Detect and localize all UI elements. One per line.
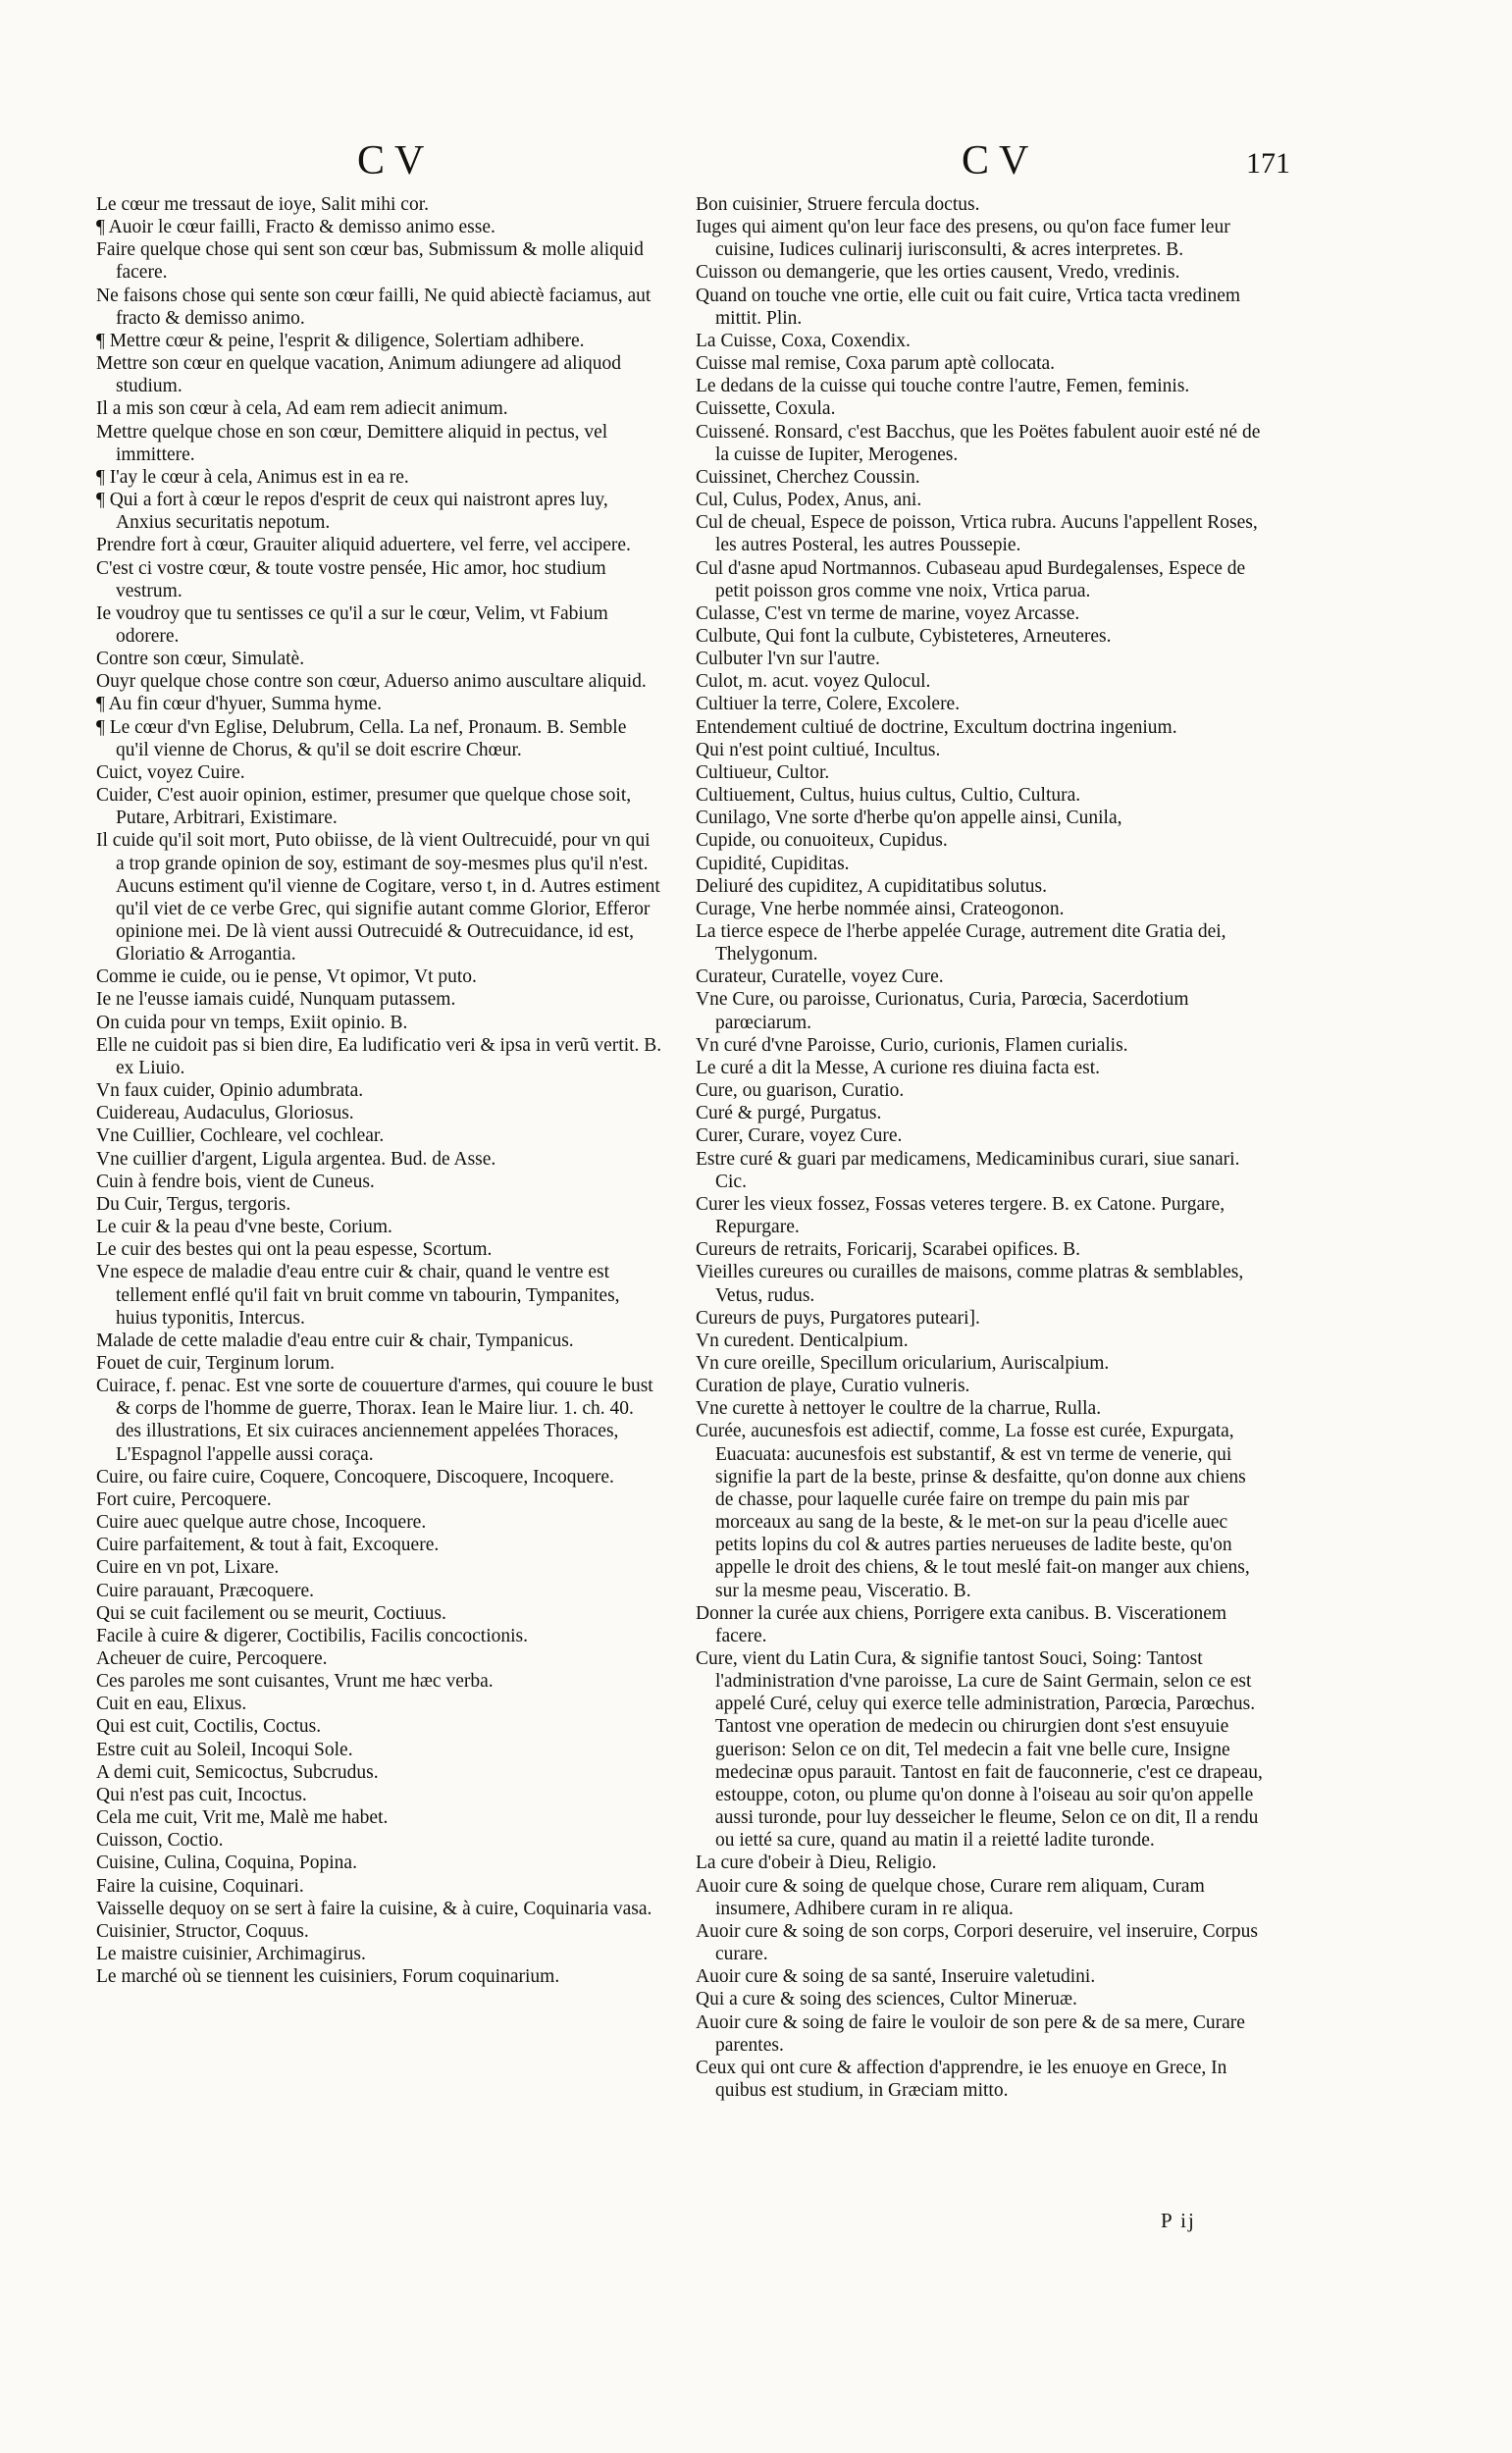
dictionary-entry: Cuissinet, Cherchez Coussin. [696,466,920,488]
dictionary-entry: Vne cuillier d'argent, Ligula argentea. Bud. de Asse. [96,1148,496,1170]
dictionary-entry: Du Cuir, Tergus, tergoris. [96,1193,291,1215]
dictionary-entry: Vne Cure, ou paroisse, Curionatus, Curia, Parœcia, Sacerdotium parœciarum. [696,989,1189,1033]
dictionary-entry: Auoir cure & soing de faire le vouloir de son pere & de sa mere, Curare parentes. [696,2011,1245,2056]
dictionary-entry: Cureurs de retraits, Foricarij, Scarabei opifices. B. [696,1239,1081,1261]
dictionary-entry: Cuisson, Coctio. [96,1830,224,1852]
dictionary-entry: Acheuer de cuire, Percoquere. [96,1648,328,1669]
dictionary-entry: Ne faisons chose qui sente son cœur failli, Ne quid abiectè faciamus, aut fracto & demisso animo. [96,285,652,329]
dictionary-entry: Ceux qui ont cure & affection d'apprendre, ie les enuoye en Grece, In quibus est studium, in Græciam mitto. [696,2057,1227,2101]
dictionary-entry: Qui n'est point cultiué, Incultus. [696,739,941,760]
dictionary-entry: C'est ci vostre cœur, & toute vostre pensée, Hic amor, hoc studium vestrum. [96,557,606,601]
dictionary-entry: Cultiuer la terre, Colere, Excolere. [696,694,961,715]
dictionary-entry: Le marché où se tiennent les cuisiniers, Forum coquinarium. [96,1966,560,1988]
dictionary-entry: Cuissené. Ronsard, c'est Bacchus, que les Poëtes fabulent auoir esté né de la cuisse de Iupiter, Merogenes. [696,421,1261,465]
dictionary-entry: Quand on touche vne ortie, elle cuit ou fait cuire, Vrtica tacta vredinem mittit. Plin. [696,285,1241,329]
dictionary-entry: Qui a cure & soing des sciences, Cultor Mineruæ. [696,1989,1077,2010]
signature-mark: P ij [1161,2209,1196,2232]
dictionary-entry: ¶ Auoir le cœur failli, Fracto & demisso animo esse. [96,217,495,238]
dictionary-entry: Malade de cette maladie d'eau entre cuir & chair, Tympanicus. [96,1330,574,1351]
dictionary-entry: Curateur, Curatelle, voyez Cure. [696,966,944,988]
dictionary-entry: Auoir cure & soing de son corps, Corpori deseruire, vel inseruire, Corpus curare. [696,1920,1258,1965]
dictionary-entry: Il cuide qu'il soit mort, Puto obiisse, de là vient Oultrecuidé, pour vn qui a trop grande opinion de soy, estimant de soy-mesmes plus qu'il n'est. Aucuns estiment qu'il vienne de Cogitare, verso t, in d. Autres estiment qu'il viet de ce verbe Grec, qui signifie autant comme Glorior, Efferor opinione mei. De là vient aussi Outrecuidé & Outrecuidance, id est, Gloriatio & Arrogantia. [96,830,660,966]
dictionary-entry: Iuges qui aiment qu'on leur face des presens, ou qu'on face fumer leur cuisine, Iudices culinarij iurisconsulti, & acres interpretes. B. [696,217,1230,261]
dictionary-entry: Elle ne cuidoit pas si bien dire, Ea ludificatio veri & ipsa in verũ vertit. B. ex Liuio. [96,1034,662,1078]
dictionary-entry: Curée, aucunesfois est adiectif, comme, La fosse est curée, Expurgata, Euacuata: aucunesfois est substantif, & est vn terme de venerie, qui signifie la part de la beste, prinse & desfaitte, qu'on donne aux chiens de chasse, pour laquelle curée faire on trempe du pain mis par morceaux au sang de la beste, & le met-on sur la peau d'icelle auec petits lopins du col & autres parties nerueuses de ladite beste, qu'on appelle le droit des chiens, & le tout meslé fait-on manger aux chiens, sur la mesme peau, Visceratio. B. [696,1421,1250,1601]
page-number: 171 [1246,147,1290,180]
dictionary-entry: Cuire parfaitement, & tout à fait, Excoquere. [96,1535,440,1556]
dictionary-entry: Le cœur me tressaut de ioye, Salit mihi cor. [96,194,429,215]
dictionary-entry: Comme ie cuide, ou ie pense, Vt opimor, Vt puto. [96,966,477,988]
dictionary-entry: Curer les vieux fossez, Fossas veteres tergere. B. ex Catone. Purgare, Repurgare. [696,1193,1225,1238]
dictionary-entry: Curation de playe, Curatio vulneris. [696,1376,970,1397]
dictionary-entry: A demi cuit, Semicoctus, Subcrudus. [96,1761,379,1783]
dictionary-entry: Culbuter l'vn sur l'autre. [696,649,880,670]
dictionary-entry: Curage, Vne herbe nommée ainsi, Crateogonon. [696,898,1065,919]
dictionary-entry: Faire la cuisine, Coquinari. [96,1875,304,1897]
dictionary-entry: Auoir cure & soing de quelque chose, Curare rem aliquam, Curam insumere, Adhibere curam in re aliqua. [696,1875,1205,1919]
dictionary-entry: Le cuir & la peau d'vne beste, Corium. [96,1217,392,1238]
dictionary-entry: Cuire parauant, Præcoquere. [96,1580,315,1601]
dictionary-entry: Entendement cultiué de doctrine, Excultum doctrina ingenium. [696,716,1177,738]
dictionary-entry: Vne espece de maladie d'eau entre cuir & chair, quand le ventre est tellement enflé qu'il fait vn bruit comme vn tabourin, Tympanites, huius typonitis, Intercus. [96,1262,620,1329]
dictionary-entry: Le curé a dit la Messe, A curione res diuina facta est. [696,1057,1101,1078]
dictionary-entry: ¶ I'ay le cœur à cela, Animus est in ea re. [96,466,409,488]
dictionary-entry: Vn faux cuider, Opinio adumbrata. [96,1080,364,1102]
dictionary-entry: Cuict, voyez Cuire. [96,761,245,783]
dictionary-entry: Contre son cœur, Simulatè. [96,649,305,670]
dictionary-entry: Cuin à fendre bois, vient de Cuneus. [96,1171,375,1192]
dictionary-entry: Cuit en eau, Elixus. [96,1694,247,1715]
dictionary-entry: Cul de cheual, Espece de poisson, Vrtica rubra. Aucuns l'appellent Roses, les autres Posteral, les autres Poussepie. [696,512,1258,556]
dictionary-entry: Vn cure oreille, Specillum oricularium, Auriscalpium. [696,1352,1110,1374]
dictionary-entry: Deliuré des cupiditez, A cupiditatibus solutus. [696,875,1047,897]
dictionary-entry: Qui n'est pas cuit, Incoctus. [96,1784,307,1805]
dictionary-entry: Vne Cuillier, Cochleare, vel cochlear. [96,1125,385,1147]
dictionary-entry: Le maistre cuisinier, Archimagirus. [96,1944,366,1965]
dictionary-entry: Curer, Curare, voyez Cure. [696,1125,903,1147]
dictionary-entry: Facile à cuire & digerer, Coctibilis, Facilis concoctionis. [96,1625,529,1646]
dictionary-entry: Prendre fort à cœur, Grauiter aliquid aduertere, vel ferre, vel accipere. [96,535,631,556]
dictionary-entry: Vn curedent. Denticalpium. [696,1330,909,1351]
dictionary-entry: Cuider, C'est auoir opinion, estimer, presumer que quelque chose soit, Putare, Arbitrari, Existimare. [96,785,632,829]
dictionary-entry: Cure, vient du Latin Cura, & signifie tantost Souci, Soing: Tantost l'administration d'vne paroisse, La cure de Saint Germain, selon ce est appelé Curé, celuy qui exerce telle administration, Parœcia, Parœchus. Tantost vne operation de medecin ou chirurgien dont s'est ensuyuie guerison: Selon ce on dit, Tel medecin a fait vne belle cure, Insigne medecinæ opus parauit. Tantost en fait de fauconnerie, c'est ce drapeau, estouppe, coton, ou plume qu'on donne à l'oiseau au soir qu'on appelle aussi turonde, pour luy desseicher le fleume, Selon ce on dit, Il a rendu ou ietté sa cure, quand au matin il a reietté ladite turonde. [696,1648,1263,1852]
dictionary-entry: Cuidereau, Audaculus, Gloriosus. [96,1103,354,1124]
dictionary-entry: Cunilago, Vne sorte d'herbe qu'on appelle ainsi, Cunila, [696,808,1122,829]
dictionary-entry: Ces paroles me sont cuisantes, Vrunt me hæc verba. [96,1671,494,1693]
dictionary-entry: Cul d'asne apud Nortmannos. Cubaseau apud Burdegalenses, Espece de petit poisson gros comme vne noix, Vrtica parua. [696,557,1246,601]
dictionary-entry: Le cuir des bestes qui ont la peau espesse, Scortum. [96,1239,493,1261]
dictionary-entry: Fort cuire, Percoquere. [96,1488,272,1510]
dictionary-entry: Vne curette à nettoyer le coultre de la charrue, Rulla. [696,1398,1102,1420]
dictionary-entry: Mettre quelque chose en son cœur, Demittere aliquid in pectus, vel immittere. [96,421,608,465]
dictionary-entry: Cuisse mal remise, Coxa parum aptè collocata. [696,353,1056,375]
dictionary-entry: ¶ Mettre cœur & peine, l'esprit & diligence, Solertiam adhibere. [96,330,585,351]
dictionary-entry: Cupide, ou conuoiteux, Cupidus. [696,830,948,852]
dictionary-entry: Cuisine, Culina, Coquina, Popina. [96,1853,357,1874]
dictionary-entry: ¶ Le cœur d'vn Eglise, Delubrum, Cella. La nef, Pronaum. B. Semble qu'il vienne de Chorus, & qu'il se doit escrire Chœur. [96,716,627,760]
dictionary-entry: Vaisselle dequoy on se sert à faire la cuisine, & à cuire, Coquinaria vasa. [96,1898,652,1919]
dictionary-entry: Cuisinier, Structor, Coquus. [96,1920,309,1942]
dictionary-entry: Cupidité, Cupiditas. [696,853,850,874]
dictionary-entry: Curé & purgé, Purgatus. [696,1103,882,1124]
dictionary-entry: Faire quelque chose qui sent son cœur bas, Submissum & molle aliquid facere. [96,239,644,284]
dictionary-entry: Bon cuisinier, Struere fercula doctus. [696,194,980,215]
right-column [696,193,1263,2102]
dictionary-entry: On cuida pour vn temps, Exiit opinio. B. [96,1012,408,1033]
dictionary-entry: Culbute, Qui font la culbute, Cybisteteres, Arneuteres. [696,625,1112,647]
dictionary-entry: La tierce espece de l'herbe appelée Curage, autrement dite Gratia dei, Thelygonum. [696,921,1226,966]
dictionary-entry: Il a mis son cœur à cela, Ad eam rem adiecit animum. [96,398,508,420]
dictionary-entry: Le dedans de la cuisse qui touche contre l'autre, Femen, feminis. [696,376,1190,397]
dictionary-entry: ¶ Qui a fort à cœur le repos d'esprit de ceux qui naistront apres luy, Anxius securitatis nepotum. [96,490,608,534]
left-column [96,193,663,1988]
dictionary-entry: La cure d'obeir à Dieu, Religio. [696,1853,937,1874]
dictionary-entry: Cureurs de puys, Purgatores puteari]. [696,1307,980,1329]
dictionary-entry: Estre cuit au Soleil, Incoqui Sole. [96,1739,353,1760]
dictionary-entry: Cultiueur, Cultor. [696,761,830,783]
dictionary-entry: Cuisson ou demangerie, que les orties causent, Vredo, vredinis. [696,262,1180,284]
running-header-left: CV [357,138,435,183]
dictionary-entry: Qui est cuit, Coctilis, Coctus. [96,1716,322,1738]
dictionary-entry: ¶ Au fin cœur d'hyuer, Summa hyme. [96,694,383,715]
dictionary-entry: Vieilles cureures ou curailles de maisons, comme platras & semblables, Vetus, rudus. [696,1262,1244,1306]
dictionary-entry: Vn curé d'vne Paroisse, Curio, curionis, Flamen curialis. [696,1034,1128,1056]
dictionary-entry: Ouyr quelque chose contre son cœur, Aduerso animo auscultare aliquid. [96,671,647,693]
dictionary-entry: Ie voudroy que tu sentisses ce qu'il a sur le cœur, Velim, vt Fabium odorere. [96,602,608,647]
dictionary-entry: Cuire auec quelque autre chose, Incoquere. [96,1512,427,1534]
dictionary-entry: Donner la curée aux chiens, Porrigere exta canibus. B. Viscerationem facere. [696,1602,1227,1646]
dictionary-entry: Estre curé & guari par medicamens, Medicaminibus curari, siue sanari. Cic. [696,1148,1240,1192]
dictionary-entry: Culasse, C'est vn terme de marine, voyez Arcasse. [696,602,1080,624]
dictionary-entry: Culot, m. acut. voyez Qulocul. [696,671,931,693]
dictionary-entry: Cure, ou guarison, Curatio. [696,1080,905,1102]
dictionary-entry: Mettre son cœur en quelque vacation, Animum adiungere ad aliquod studium. [96,353,622,397]
dictionary-entry: Fouet de cuir, Terginum lorum. [96,1352,336,1374]
dictionary-entry: Cuirace, f. penac. Est vne sorte de couuerture d'armes, qui couure le bust & corps de l'homme de guerre, Thorax. Iean le Maire liur. 1. ch. 40. des illustrations, Et six cuiraces anciennement appelées Thoraces, L'Espagnol l'appelle aussi coraça. [96,1376,653,1465]
dictionary-entry: Ie ne l'eusse iamais cuidé, Nunquam putassem. [96,989,456,1011]
dictionary-entry: Cuire, ou faire cuire, Coquere, Concoquere, Discoquere, Incoquere. [96,1466,614,1487]
dictionary-entry: Cuissette, Coxula. [696,398,836,420]
dictionary-entry: Cul, Culus, Podex, Anus, ani. [696,490,922,511]
dictionary-entry: La Cuisse, Coxa, Coxendix. [696,330,911,351]
running-header-right: CV [962,138,1039,183]
dictionary-entry: Auoir cure & soing de sa santé, Inseruire valetudini. [696,1966,1096,1988]
dictionary-entry: Cultiuement, Cultus, huius cultus, Cultio, Cultura. [696,785,1081,807]
dictionary-entry: Cuire en vn pot, Lixare. [96,1557,280,1579]
dictionary-entry: Qui se cuit facilement ou se meurit, Coctiuus. [96,1602,446,1624]
dictionary-entry: Cela me cuit, Vrit me, Malè me habet. [96,1807,389,1829]
